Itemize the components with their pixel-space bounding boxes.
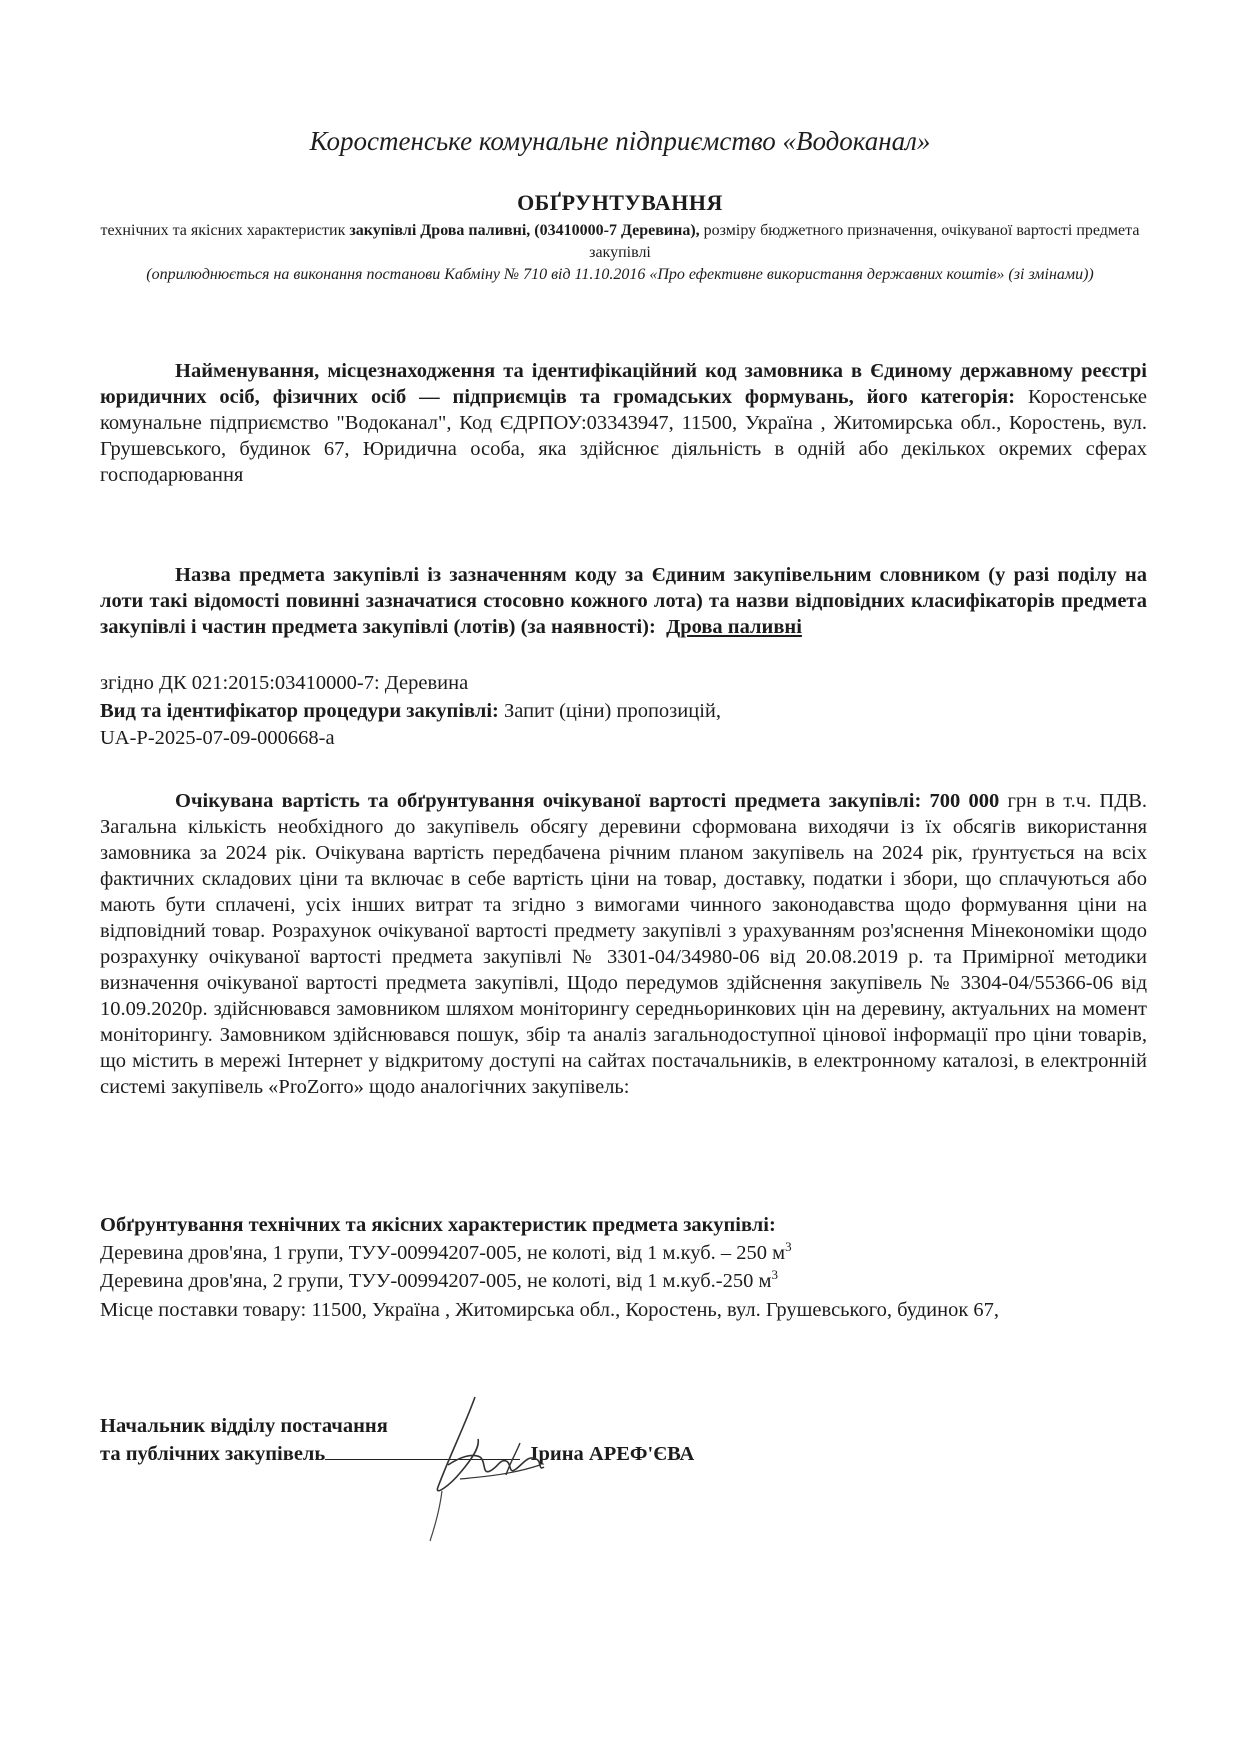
tech-item-2-text: Деревина дров'яна, 2 групи, ТУУ-00994207-005, не колоті, від 1 м.куб.-250 м bbox=[100, 1270, 772, 1292]
procedure-label: Вид та ідентифікатор процедури закупівлі: bbox=[100, 700, 499, 722]
subject-section bbox=[100, 562, 1147, 640]
subtitle-subject: закупівлі Дрова паливні, (03410000-7 Деревина), bbox=[349, 222, 700, 239]
delivery-place: Місце поставки товару: 11500, Україна , Житомирська обл., Коростень, вул. Грушевського, будинок 67, bbox=[100, 1299, 1000, 1321]
signer-position-line1: Начальник відділу постачання bbox=[100, 1415, 388, 1437]
subject-code-line: згідно ДК 021:2015:03410000-7: Деревина bbox=[100, 672, 469, 694]
tech-item-2 bbox=[100, 1268, 1147, 1294]
organization-title: Коростенське комунальне підприємство «Водоканал» bbox=[309, 126, 931, 156]
cost-text: грн в т.ч. ПДВ. Загальна кількість необхідного до закупівель обсягу деревини сформована виходячи із їх обсягів використання замовника за 2024 рік. Очікувана вартість передбачена річним планом закупівель на 2024 рік, ґрунтується на всіх фактичних складових ціни та включає в себе вартість ціни на товар, доставку, податки і збори, що сплачуються або мають бути сплачені, усіх інших витрат та згідно з вимогами чинного законодавства щодо формування ціни на відповідний товар. Розрахунок очікуваної вартості предмету закупівлі з урахуванням роз'яснення Мінекономіки щодо розрахунку очікуваної вартості предмета закупівлі № 3301-04/34980-06 від 20.08.2019 р. та Примірної методики визначення очікуваної вартості предмета закупівлі, Щодо передумов здійснення закупівель № 3304-04/55366-06 від 10.09.2020р. здійснювався замовником шляхом моніторингу середньоринкових цін на деревину, актуальних на момент моніторингу. Замовником здійснювався пошук, збір та аналіз загальнодоступної цінової інформації про ціни товарів, що містить в мережі Інтернет у відкритому доступі на сайтах постачальників, в електронному каталозі, в електронній системі закупівель «ProZorro» щодо аналогічних закупівель: bbox=[100, 790, 1148, 1098]
customer-label: Найменування, місцезнаходження та ідентифікаційний код замовника в Єдиному державному реєстрі юридичних осіб, фізичних осіб — підприємців та громадських формувань, його категорія: bbox=[100, 360, 1147, 408]
subtitle-part1: технічних та якісних характеристик bbox=[100, 222, 350, 239]
cost-label: Очікувана вартість та обґрунтування очікуваної вартості предмета закупівлі: bbox=[175, 790, 922, 812]
tech-label bbox=[100, 1212, 1147, 1238]
signer-position-line2-text: та публічних закупівель bbox=[100, 1443, 326, 1465]
tech-item-2-sup: 3 bbox=[771, 1267, 778, 1283]
cost-section bbox=[100, 788, 1147, 1100]
subtitle-part2: розміру бюджетного призначення, очікуваної вартості предмета закупівлі bbox=[589, 222, 1140, 261]
tech-item-1 bbox=[100, 1240, 1147, 1266]
document-subtitle bbox=[90, 220, 1150, 264]
tech-label-text: Обґрунтування технічних та якісних характеристик предмета закупівлі: bbox=[100, 1214, 776, 1236]
cost-amount: 700 000 bbox=[921, 790, 1000, 812]
procedure-value: Запит (ціни) пропозицій, bbox=[498, 700, 722, 722]
tech-item-1-sup: 3 bbox=[785, 1239, 792, 1255]
customer-value: Коростенське комунальне підприємство "Водоканал", Код ЄДРПОУ:03343947, 11500, Україна , Житомирська обл., Коростень, вул. Грушевського, будинок 67, Юридична особа, яка здійснює діяльність в одній або декількох окремих сферах господарювання bbox=[100, 386, 1147, 486]
procedure-line bbox=[100, 698, 1147, 724]
customer-section bbox=[100, 358, 1147, 488]
subject-label: Назва предмета закупівлі із зазначенням коду за Єдиним закупівельним словником (у разі поділу на лоти такі відомості повинні зазначатися стосовно кожного лота) та назви відповідних класифікаторів предмета закупівлі і частин предмета закупівлі (лотів) (за наявності): bbox=[100, 564, 1147, 638]
signer-name: Ірина АРЕФ'ЄВА bbox=[530, 1443, 695, 1465]
handwritten-signature-icon bbox=[420, 1395, 560, 1545]
procedure-id: UA-P-2025-07-09-000668-a bbox=[100, 727, 335, 749]
signer-position-line2 bbox=[100, 1440, 694, 1468]
signature-block bbox=[100, 1412, 694, 1468]
document-title: ОБҐРУНТУВАННЯ bbox=[517, 190, 723, 215]
subject-value: Дрова паливні bbox=[666, 616, 802, 638]
resolution-note: (оприлюднюється на виконання постанови Кабміну № 710 від 11.10.2016 «Про ефективне використання державних коштів» (зі змінами)) bbox=[146, 266, 1094, 283]
tech-item-1-text: Деревина дров'яна, 1 групи, ТУУ-00994207-005, не колоті, від 1 м.куб. – 250 м bbox=[100, 1242, 786, 1264]
